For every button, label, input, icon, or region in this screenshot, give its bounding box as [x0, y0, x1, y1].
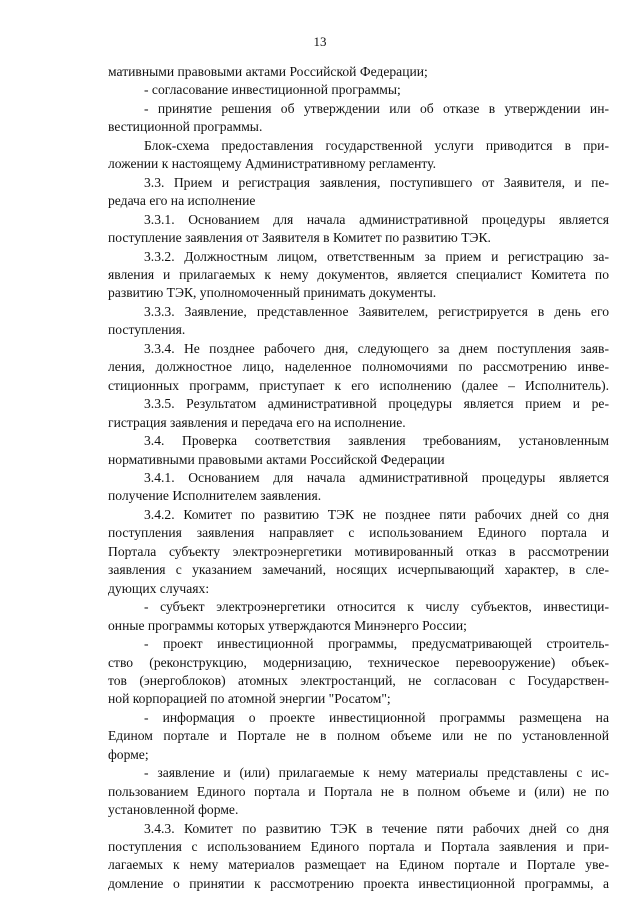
text-line: вестиционной программы. — [108, 119, 263, 135]
text-line: - проект инвестиционной программы, предусматривающей строитель- — [144, 636, 609, 652]
page-number: 13 — [313, 34, 327, 49]
text-line: - субъект электроэнергетики относится к числу субъектов, инвестици- — [144, 599, 609, 615]
text-line: 3.3.5. Результатом административной процедуры является прием и ре- — [144, 396, 609, 412]
text-line: 3.3.1. Основанием для начала административной процедуры является — [144, 211, 609, 227]
text-line: форме; — [108, 746, 149, 762]
text-line: заявления с указанием замечаний, носящих исчерпывающий характер, в сле- — [108, 562, 609, 578]
text-line: 3.4.3. Комитет по развитию ТЭК в течение пяти рабочих дней со дня — [144, 820, 609, 836]
text-line: поступления. — [108, 322, 186, 338]
text-line: тов (энергоблоков) атомных электростанций, не согласован с Государствен- — [108, 672, 609, 688]
text-line: явления и прилагаемых к нему документов, является специалист Комитета по — [108, 266, 609, 282]
text-line: 3.3.2. Должностным лицом, ответственным за прием и регистрацию за- — [144, 248, 609, 264]
text-line: получение Исполнителем заявления. — [108, 488, 322, 504]
text-line: дующих случаях: — [108, 580, 210, 596]
text-line: 3.3.4. Не позднее рабочего дня, следующего за днем поступления заяв- — [144, 340, 609, 356]
text-line: поступления с использованием Единого портала и Портала заявления и при- — [108, 839, 609, 855]
text-line: ложении к настоящему Административному регламенту. — [108, 156, 436, 172]
text-line: 3.4.1. Основанием для начала административной процедуры является — [144, 469, 609, 485]
text-line: - согласование инвестиционной программы; — [144, 82, 401, 98]
text-line: развитию ТЭК, уполномоченный принимать документы. — [108, 285, 437, 301]
text-line: онные программы которых утверждаются Минэнерго России; — [108, 617, 467, 633]
text-line: нормативными правовыми актами Российской Федерации — [108, 451, 445, 467]
text-line: мативными правовыми актами Российской Федерации; — [108, 64, 428, 79]
text-line: 3.4. Проверка соответствия заявления требованиям, установленным — [144, 433, 609, 449]
text-line: установленной форме. — [108, 802, 239, 818]
text-line: 3.3. Прием и регистрация заявления, поступившего от Заявителя, и пе- — [144, 174, 609, 190]
text-line: редача его на исполнение — [108, 193, 256, 209]
text-line: Портала субъекту электроэнергетики мотивированный отказ в рассмотрении — [108, 543, 609, 559]
text-line: - информация о проекте инвестиционной программы размещена на — [144, 709, 609, 725]
text-line: Блок-схема предоставления государственной услуги приводится в при- — [144, 137, 609, 153]
text-line: пользованием Единого портала и Портала не в полном объеме и (или) не по — [108, 783, 609, 799]
text-line: гистрация заявления и передача его на исполнение. — [108, 414, 406, 430]
text-line: лагаемых к нему материалов размещает на Едином портале и Портале уве- — [108, 857, 609, 873]
text-line: стиционных программ, приступает к его исполнению (далее – Исполнитель). — [108, 377, 609, 393]
text-line: - заявление и (или) прилагаемые к нему материалы представлены с ис- — [144, 765, 609, 781]
text-line: 3.3.3. Заявление, представленное Заявителем, регистрируется в день его — [144, 303, 609, 319]
text-line: ления, должностное лицо, наделенное полномочиями по рассмотрению инве- — [108, 359, 609, 375]
text-line: ство (реконструкцию, модернизацию, техническое перевооружение) объек- — [108, 654, 609, 670]
text-line: - принятие решения об утверждении или об отказе в утверждении ин- — [144, 100, 609, 116]
text-line: ной корпорацией по атомной энергии "Росатом"; — [108, 691, 391, 707]
text-line: Едином портале и Портале не в полном объеме или не по установленной — [108, 728, 609, 744]
text-line: поступление заявления от Заявителя в Комитет по развитию ТЭК. — [108, 230, 491, 246]
text-line: 3.4.2. Комитет по развитию ТЭК не позднее пяти рабочих дней со дня — [144, 506, 609, 522]
text-line: поступления заявления направляет с использованием Единого портала и — [108, 525, 609, 541]
document-body — [108, 63, 609, 893]
text-line: домление о принятии к рассмотрению проекта инвестиционной программы, а — [108, 875, 609, 891]
